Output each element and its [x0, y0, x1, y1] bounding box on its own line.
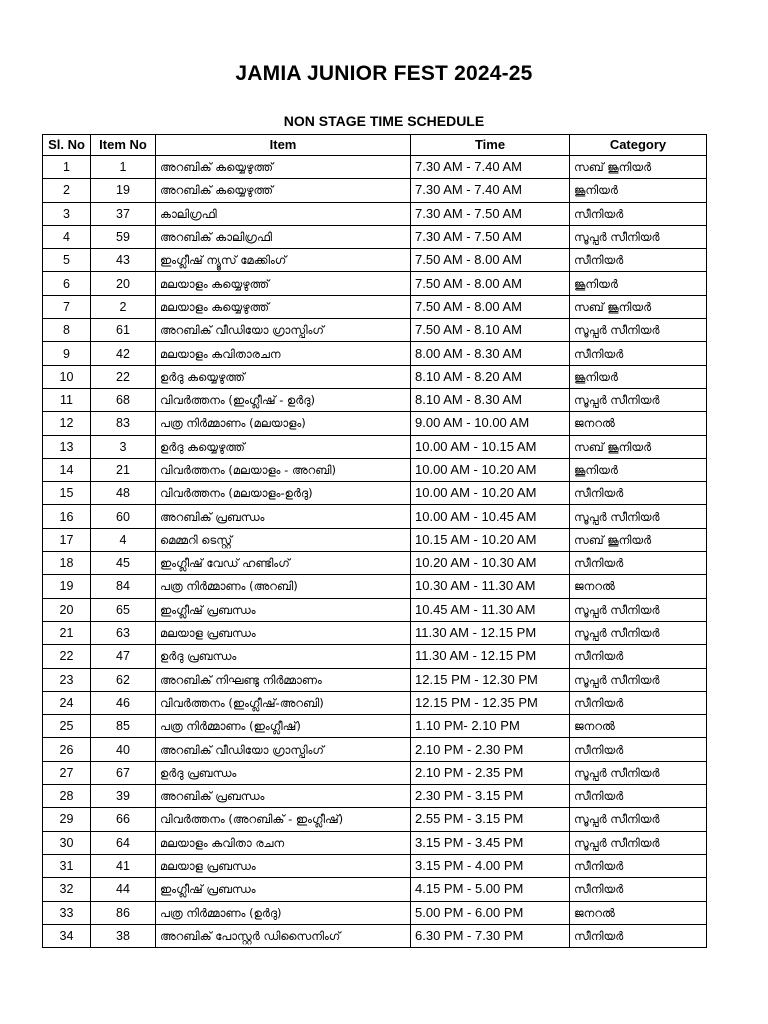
- time-cell: 10.30 AM - 11.30 AM: [411, 575, 570, 598]
- time-cell: 11.30 AM - 12.15 PM: [411, 645, 570, 668]
- time-cell: 3.15 PM - 3.45 PM: [411, 831, 570, 854]
- sl-no-cell: 25: [43, 715, 91, 738]
- sl-no-cell: 16: [43, 505, 91, 528]
- category-cell: സീനിയർ: [570, 482, 707, 505]
- sl-no-cell: 30: [43, 831, 91, 854]
- item-cell: മലയാള പ്രബന്ധം: [156, 854, 411, 877]
- item-cell: പത്ര നിർമ്മാണം (മലയാളം): [156, 412, 411, 435]
- table-row: [43, 528, 707, 551]
- item-cell: മലയാളം കവിതാരചന: [156, 342, 411, 365]
- item-cell: വിവർത്തനം (മലയാളം-ഉർദു): [156, 482, 411, 505]
- sl-no-cell: 6: [43, 272, 91, 295]
- item-cell: അറബിക് പോസ്റ്റർ ഡിസൈനിംഗ്: [156, 924, 411, 947]
- category-cell: ജൂനിയർ: [570, 458, 707, 481]
- table-row: [43, 202, 707, 225]
- item-no-cell: 43: [91, 249, 156, 272]
- category-cell: സീനിയർ: [570, 249, 707, 272]
- sl-no-cell: 4: [43, 225, 91, 248]
- sl-no-cell: 17: [43, 528, 91, 551]
- schedule-table: [42, 134, 707, 948]
- table-header-row: [43, 135, 707, 156]
- item-cell: ഉർദു കയ്യെഴുത്ത്: [156, 435, 411, 458]
- table-row: [43, 412, 707, 435]
- category-cell: സീനിയർ: [570, 202, 707, 225]
- item-no-cell: 63: [91, 621, 156, 644]
- item-no-cell: 3: [91, 435, 156, 458]
- item-no-cell: 21: [91, 458, 156, 481]
- item-no-cell: 83: [91, 412, 156, 435]
- time-cell: 5.00 PM - 6.00 PM: [411, 901, 570, 924]
- table-row: [43, 458, 707, 481]
- table-row: [43, 552, 707, 575]
- category-cell: സബ് ജൂനിയർ: [570, 156, 707, 179]
- table-row: [43, 878, 707, 901]
- time-cell: 9.00 AM - 10.00 AM: [411, 412, 570, 435]
- header-item-no: Item No: [91, 135, 156, 156]
- sl-no-cell: 10: [43, 365, 91, 388]
- category-cell: സൂപ്പർ സീനിയർ: [570, 505, 707, 528]
- item-no-cell: 1: [91, 156, 156, 179]
- time-cell: 7.50 AM - 8.00 AM: [411, 249, 570, 272]
- document-title: JAMIA JUNIOR FEST 2024-25: [235, 62, 533, 85]
- item-cell: ഉർദു പ്രബന്ധം: [156, 645, 411, 668]
- time-cell: 2.55 PM - 3.15 PM: [411, 808, 570, 831]
- category-cell: സീനിയർ: [570, 645, 707, 668]
- category-cell: ജനറൽ: [570, 412, 707, 435]
- item-no-cell: 59: [91, 225, 156, 248]
- sl-no-cell: 20: [43, 598, 91, 621]
- table-row: [43, 924, 707, 947]
- header-category: Category: [570, 135, 707, 156]
- time-cell: 3.15 PM - 4.00 PM: [411, 854, 570, 877]
- category-cell: സൂപ്പർ സീനിയർ: [570, 831, 707, 854]
- item-no-cell: 37: [91, 202, 156, 225]
- table-row: [43, 761, 707, 784]
- time-cell: 2.10 PM - 2.35 PM: [411, 761, 570, 784]
- item-cell: ഇംഗ്ലീഷ് ന്യൂസ് മേക്കിംഗ്: [156, 249, 411, 272]
- sl-no-cell: 18: [43, 552, 91, 575]
- category-cell: സീനിയർ: [570, 854, 707, 877]
- category-cell: സീനിയർ: [570, 552, 707, 575]
- table-row: [43, 621, 707, 644]
- table-row: [43, 319, 707, 342]
- category-cell: സൂപ്പർ സീനിയർ: [570, 808, 707, 831]
- time-cell: 8.10 AM - 8.20 AM: [411, 365, 570, 388]
- category-cell: സൂപ്പർ സീനിയർ: [570, 319, 707, 342]
- item-cell: വിവർത്തനം (ഇംഗ്ലീഷ്-അറബി): [156, 691, 411, 714]
- table-row: [43, 808, 707, 831]
- table-row: [43, 249, 707, 272]
- sl-no-cell: 26: [43, 738, 91, 761]
- table-row: [43, 598, 707, 621]
- item-cell: പത്ര നിർമ്മാണം (ഉർദു): [156, 901, 411, 924]
- item-no-cell: 46: [91, 691, 156, 714]
- item-cell: മെമ്മറി ടെസ്റ്റ്: [156, 528, 411, 551]
- time-cell: 7.30 AM - 7.40 AM: [411, 179, 570, 202]
- time-cell: 10.00 AM - 10.15 AM: [411, 435, 570, 458]
- item-no-cell: 41: [91, 854, 156, 877]
- category-cell: ജനറൽ: [570, 715, 707, 738]
- document-subtitle: NON STAGE TIME SCHEDULE: [283, 113, 485, 129]
- category-cell: ജനറൽ: [570, 575, 707, 598]
- sl-no-cell: 28: [43, 785, 91, 808]
- table-row: [43, 342, 707, 365]
- sl-no-cell: 1: [43, 156, 91, 179]
- item-no-cell: 48: [91, 482, 156, 505]
- category-cell: സൂപ്പർ സീനിയർ: [570, 621, 707, 644]
- item-no-cell: 39: [91, 785, 156, 808]
- table-row: [43, 575, 707, 598]
- table-row: [43, 785, 707, 808]
- table-row: [43, 482, 707, 505]
- item-cell: മലയാള പ്രബന്ധം: [156, 621, 411, 644]
- time-cell: 2.10 PM - 2.30 PM: [411, 738, 570, 761]
- item-cell: അറബിക് പ്രബന്ധം: [156, 505, 411, 528]
- item-cell: അറബിക് വീഡിയോ ഗ്രാസ്പിംഗ്: [156, 738, 411, 761]
- sl-no-cell: 12: [43, 412, 91, 435]
- sl-no-cell: 33: [43, 901, 91, 924]
- time-cell: 7.50 AM - 8.00 AM: [411, 272, 570, 295]
- item-no-cell: 2: [91, 295, 156, 318]
- item-cell: വിവർത്തനം (ഇംഗ്ലീഷ് - ഉർദു): [156, 388, 411, 411]
- item-no-cell: 62: [91, 668, 156, 691]
- sl-no-cell: 5: [43, 249, 91, 272]
- item-cell: മലയാളം കവിതാ രചന: [156, 831, 411, 854]
- item-cell: മലയാളം കയ്യെഴുത്ത്: [156, 295, 411, 318]
- category-cell: ജൂനിയർ: [570, 179, 707, 202]
- sl-no-cell: 27: [43, 761, 91, 784]
- item-cell: അറബിക് കയ്യെഴുത്ത്: [156, 179, 411, 202]
- item-cell: ഉർദു പ്രബന്ധം: [156, 761, 411, 784]
- sl-no-cell: 31: [43, 854, 91, 877]
- time-cell: 4.15 PM - 5.00 PM: [411, 878, 570, 901]
- category-cell: ജൂനിയർ: [570, 272, 707, 295]
- table-row: [43, 831, 707, 854]
- item-cell: അറബിക് കയ്യെഴുത്ത്: [156, 156, 411, 179]
- table-row: [43, 668, 707, 691]
- category-cell: സബ് ജൂനിയർ: [570, 295, 707, 318]
- item-no-cell: 85: [91, 715, 156, 738]
- header-time: Time: [411, 135, 570, 156]
- category-cell: സൂപ്പർ സീനിയർ: [570, 668, 707, 691]
- item-no-cell: 42: [91, 342, 156, 365]
- item-no-cell: 22: [91, 365, 156, 388]
- category-cell: സീനിയർ: [570, 878, 707, 901]
- item-no-cell: 60: [91, 505, 156, 528]
- category-cell: സീനിയർ: [570, 691, 707, 714]
- item-cell: അറബിക് നിഘണ്ടു നിർമ്മാണം: [156, 668, 411, 691]
- sl-no-cell: 8: [43, 319, 91, 342]
- category-cell: സൂപ്പർ സീനിയർ: [570, 761, 707, 784]
- item-no-cell: 19: [91, 179, 156, 202]
- item-cell: കാലിഗ്രഫി: [156, 202, 411, 225]
- time-cell: 8.00 AM - 8.30 AM: [411, 342, 570, 365]
- sl-no-cell: 23: [43, 668, 91, 691]
- item-cell: ഇംഗ്ലീഷ് പ്രബന്ധം: [156, 598, 411, 621]
- category-cell: സീനിയർ: [570, 785, 707, 808]
- time-cell: 10.15 AM - 10.20 AM: [411, 528, 570, 551]
- table-row: [43, 691, 707, 714]
- table-row: [43, 505, 707, 528]
- time-cell: 10.00 AM - 10.20 AM: [411, 458, 570, 481]
- time-cell: 10.45 AM - 11.30 AM: [411, 598, 570, 621]
- time-cell: 11.30 AM - 12.15 PM: [411, 621, 570, 644]
- sl-no-cell: 11: [43, 388, 91, 411]
- item-cell: അറബിക് കാലിഗ്രഫി: [156, 225, 411, 248]
- time-cell: 2.30 PM - 3.15 PM: [411, 785, 570, 808]
- time-cell: 7.50 AM - 8.10 AM: [411, 319, 570, 342]
- category-cell: സബ് ജൂനിയർ: [570, 528, 707, 551]
- header-sl-no: Sl. No: [43, 135, 91, 156]
- item-no-cell: 40: [91, 738, 156, 761]
- item-cell: മലയാളം കയ്യെഴുത്ത്: [156, 272, 411, 295]
- item-no-cell: 68: [91, 388, 156, 411]
- category-cell: ജൂനിയർ: [570, 365, 707, 388]
- category-cell: സീനിയർ: [570, 342, 707, 365]
- time-cell: 10.00 AM - 10.45 AM: [411, 505, 570, 528]
- table-row: [43, 156, 707, 179]
- sl-no-cell: 34: [43, 924, 91, 947]
- time-cell: 12.15 PM - 12.30 PM: [411, 668, 570, 691]
- category-cell: സൂപ്പർ സീനിയർ: [570, 598, 707, 621]
- sl-no-cell: 9: [43, 342, 91, 365]
- table-row: [43, 365, 707, 388]
- table-row: [43, 854, 707, 877]
- item-cell: അറബിക് വീഡിയോ ഗ്രാസ്പിംഗ്: [156, 319, 411, 342]
- item-no-cell: 84: [91, 575, 156, 598]
- sl-no-cell: 22: [43, 645, 91, 668]
- time-cell: 1.10 PM- 2.10 PM: [411, 715, 570, 738]
- item-no-cell: 66: [91, 808, 156, 831]
- time-cell: 7.30 AM - 7.40 AM: [411, 156, 570, 179]
- sl-no-cell: 14: [43, 458, 91, 481]
- sl-no-cell: 21: [43, 621, 91, 644]
- category-cell: സീനിയർ: [570, 924, 707, 947]
- sl-no-cell: 7: [43, 295, 91, 318]
- item-no-cell: 47: [91, 645, 156, 668]
- category-cell: സബ് ജൂനിയർ: [570, 435, 707, 458]
- item-no-cell: 67: [91, 761, 156, 784]
- category-cell: സീനിയർ: [570, 738, 707, 761]
- item-no-cell: 65: [91, 598, 156, 621]
- sl-no-cell: 3: [43, 202, 91, 225]
- item-cell: ഇംഗ്ലീഷ് പ്രബന്ധം: [156, 878, 411, 901]
- time-cell: 7.30 AM - 7.50 AM: [411, 225, 570, 248]
- table-row: [43, 388, 707, 411]
- table-row: [43, 225, 707, 248]
- sl-no-cell: 24: [43, 691, 91, 714]
- item-cell: ഉർദു കയ്യെഴുത്ത്: [156, 365, 411, 388]
- sl-no-cell: 19: [43, 575, 91, 598]
- item-cell: അറബിക് പ്രബന്ധം: [156, 785, 411, 808]
- table-row: [43, 272, 707, 295]
- time-cell: 10.20 AM - 10.30 AM: [411, 552, 570, 575]
- category-cell: ജനറൽ: [570, 901, 707, 924]
- table-row: [43, 435, 707, 458]
- item-no-cell: 61: [91, 319, 156, 342]
- item-cell: ഇംഗ്ലീഷ് വേഡ് ഹണ്ടിംഗ്: [156, 552, 411, 575]
- time-cell: 12.15 PM - 12.35 PM: [411, 691, 570, 714]
- item-no-cell: 86: [91, 901, 156, 924]
- item-cell: വിവർത്തനം (മലയാളം - അറബി): [156, 458, 411, 481]
- item-no-cell: 20: [91, 272, 156, 295]
- time-cell: 6.30 PM - 7.30 PM: [411, 924, 570, 947]
- time-cell: 7.30 AM - 7.50 AM: [411, 202, 570, 225]
- table-row: [43, 738, 707, 761]
- category-cell: സൂപ്പർ സീനിയർ: [570, 388, 707, 411]
- item-cell: പത്ര നിർമ്മാണം (അറബി): [156, 575, 411, 598]
- time-cell: 8.10 AM - 8.30 AM: [411, 388, 570, 411]
- item-no-cell: 4: [91, 528, 156, 551]
- item-cell: പത്ര നിർമ്മാണം (ഇംഗ്ലീഷ്): [156, 715, 411, 738]
- item-cell: വിവർത്തനം (അറബിക് - ഇംഗ്ലീഷ്): [156, 808, 411, 831]
- item-no-cell: 38: [91, 924, 156, 947]
- header-item: Item: [156, 135, 411, 156]
- sl-no-cell: 29: [43, 808, 91, 831]
- time-cell: 7.50 AM - 8.00 AM: [411, 295, 570, 318]
- category-cell: സൂപ്പർ സീനിയർ: [570, 225, 707, 248]
- item-no-cell: 44: [91, 878, 156, 901]
- table-row: [43, 901, 707, 924]
- table-row: [43, 295, 707, 318]
- sl-no-cell: 32: [43, 878, 91, 901]
- sl-no-cell: 13: [43, 435, 91, 458]
- schedule-body: [43, 156, 707, 948]
- sl-no-cell: 2: [43, 179, 91, 202]
- time-cell: 10.00 AM - 10.20 AM: [411, 482, 570, 505]
- table-row: [43, 715, 707, 738]
- table-row: [43, 645, 707, 668]
- item-no-cell: 64: [91, 831, 156, 854]
- table-row: [43, 179, 707, 202]
- item-no-cell: 45: [91, 552, 156, 575]
- sl-no-cell: 15: [43, 482, 91, 505]
